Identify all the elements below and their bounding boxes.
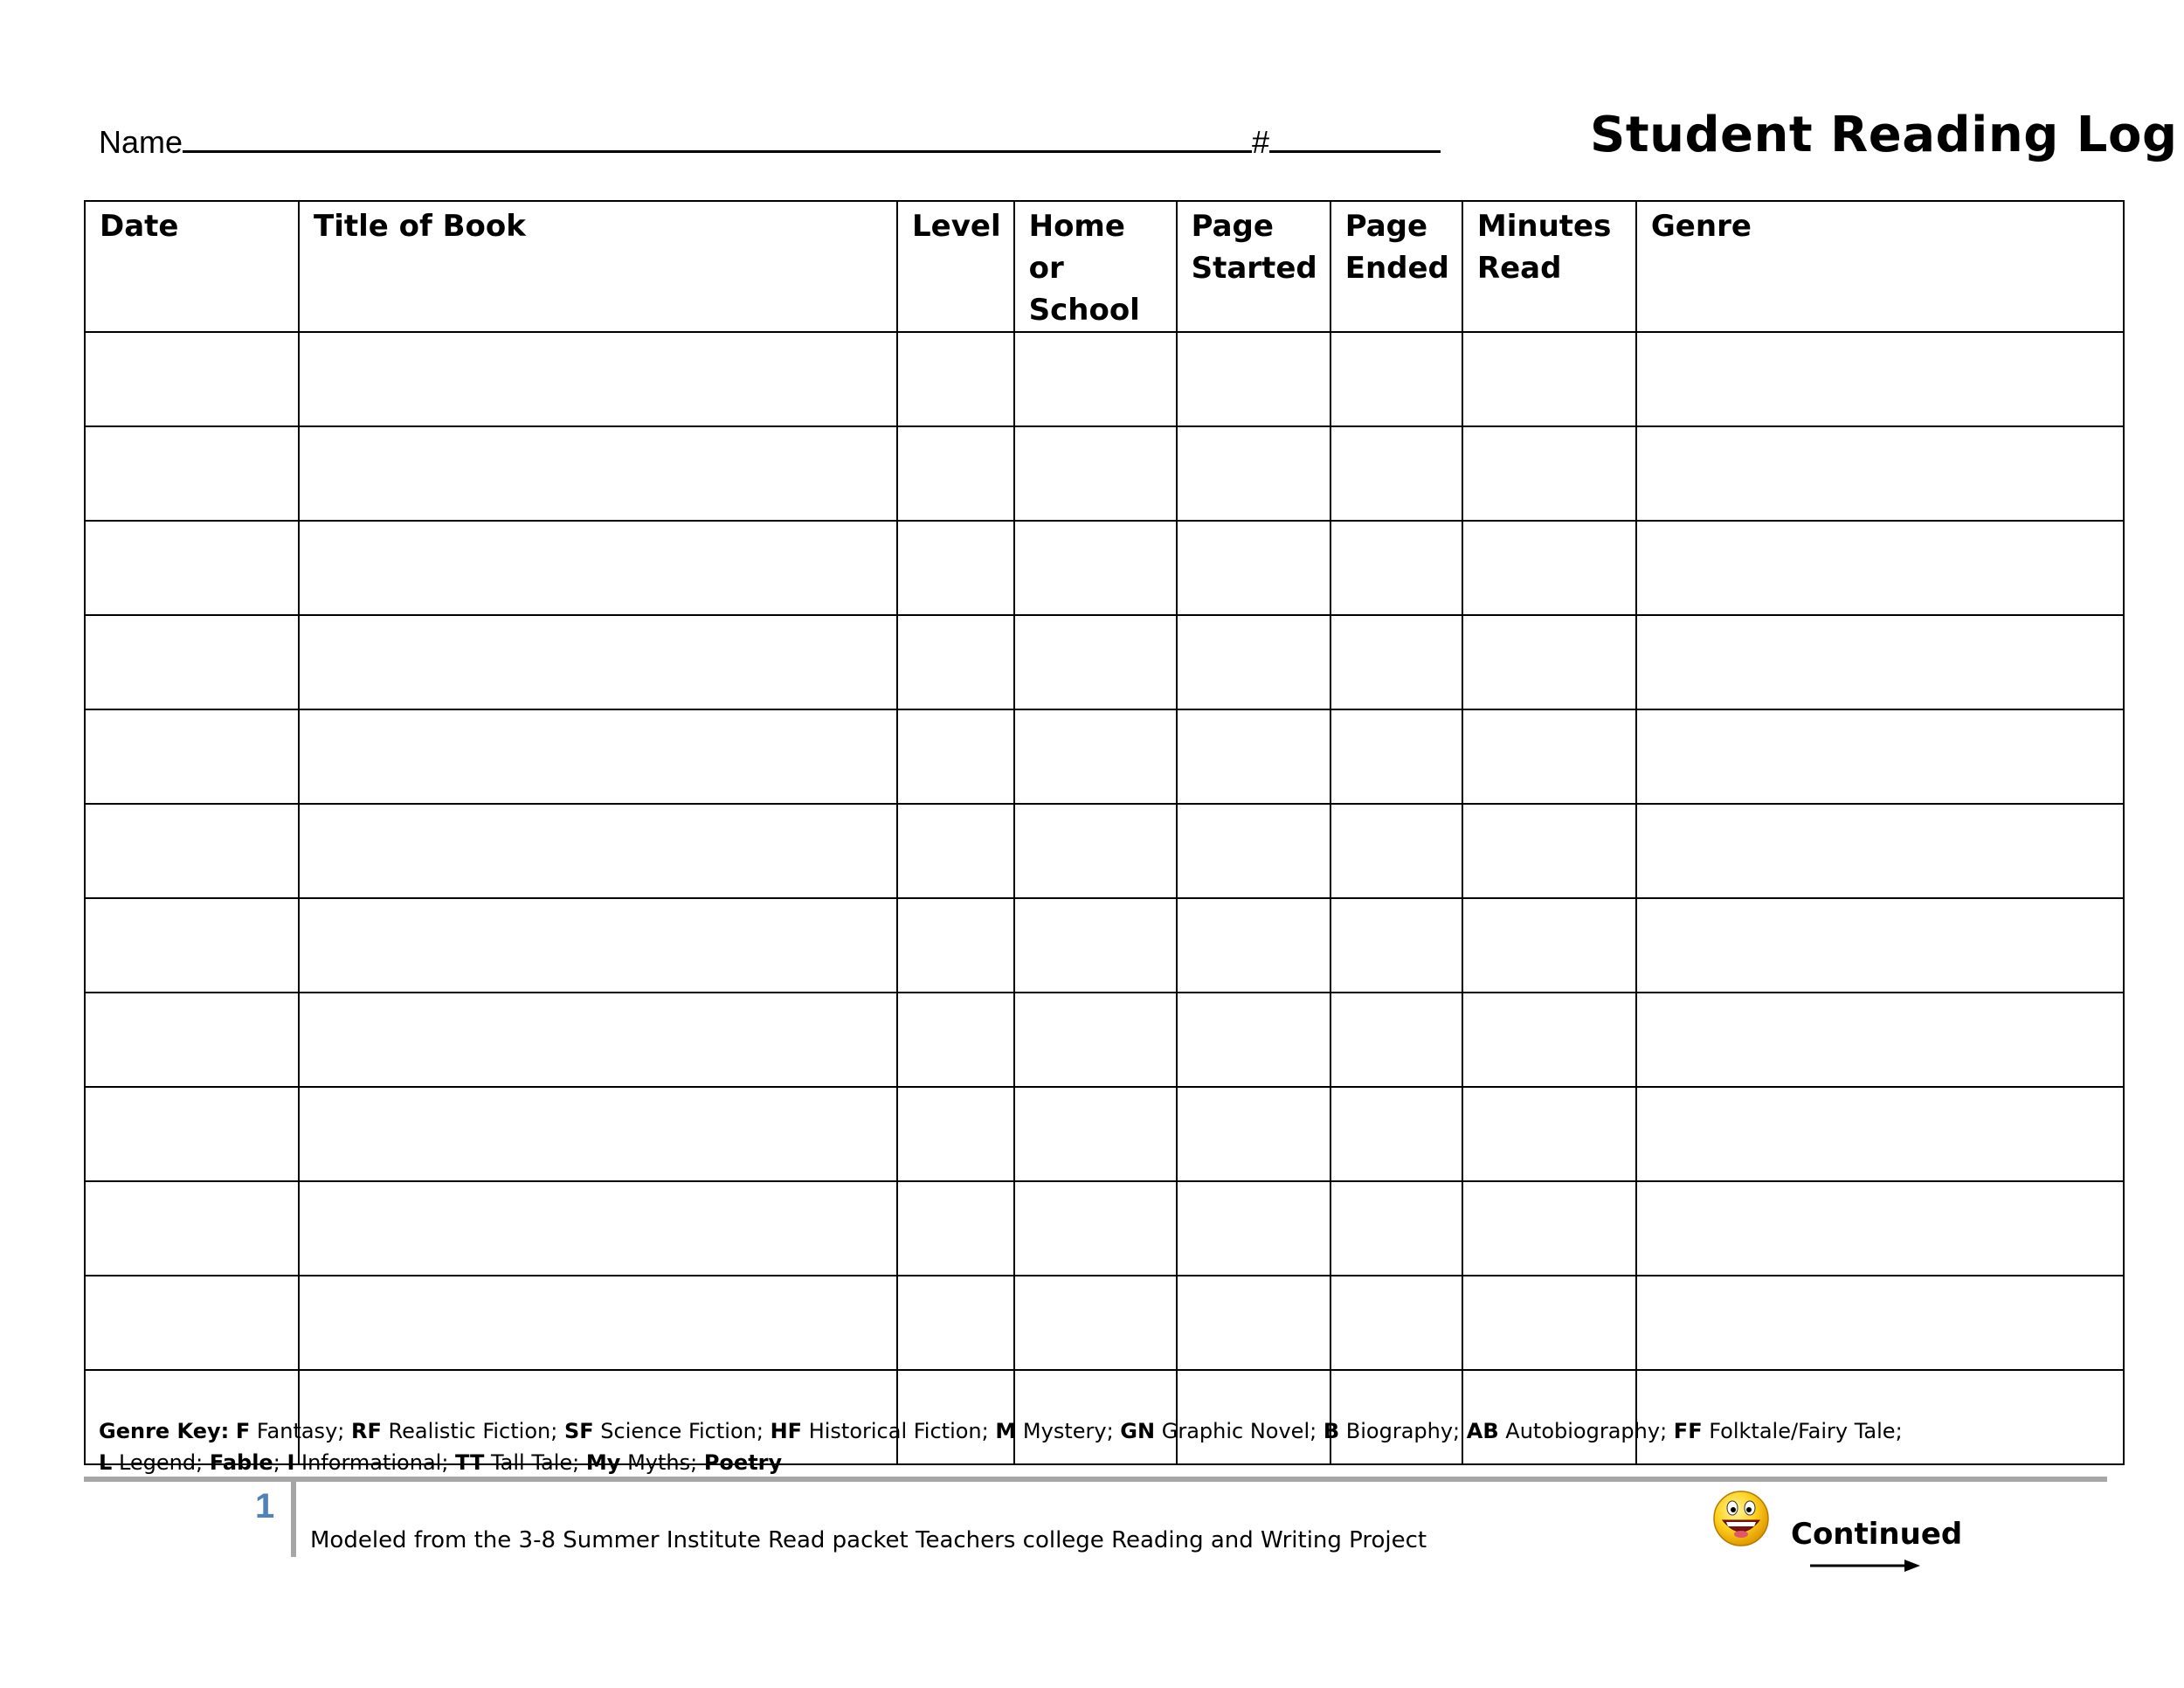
table-row <box>85 898 2124 993</box>
cell-title[interactable] <box>299 521 897 615</box>
cell-page-started[interactable] <box>1177 426 1330 521</box>
cell-title[interactable] <box>299 615 897 709</box>
cell-page-ended[interactable] <box>1330 332 1462 426</box>
cell-title[interactable] <box>299 1276 897 1370</box>
cell-page-started[interactable] <box>1177 804 1330 898</box>
cell-page-ended[interactable] <box>1330 709 1462 804</box>
name-line <box>99 124 1441 161</box>
cell-genre[interactable] <box>1636 521 2124 615</box>
number-label: # <box>1252 124 1270 160</box>
cell-level[interactable] <box>897 521 1014 615</box>
cell-page-ended[interactable] <box>1330 1087 1462 1181</box>
table-row <box>85 1087 2124 1181</box>
table-row <box>85 1181 2124 1276</box>
genre-key-label: Genre Key: <box>99 1419 230 1443</box>
table-header-row <box>85 201 2124 332</box>
cell-home-or-school[interactable] <box>1014 1276 1177 1370</box>
cell-title[interactable] <box>299 1181 897 1276</box>
cell-minutes-read[interactable] <box>1462 1276 1636 1370</box>
cell-page-started[interactable] <box>1177 993 1330 1087</box>
cell-page-started[interactable] <box>1177 1276 1330 1370</box>
cell-genre[interactable] <box>1636 804 2124 898</box>
page-title: Student Reading Log <box>1590 107 2178 163</box>
footer-source-text: Modeled from the 3-8 Summer Institute Read packet Teachers college Reading and Writing Project <box>310 1527 1427 1553</box>
cell-page-ended[interactable] <box>1330 1181 1462 1276</box>
cell-genre[interactable] <box>1636 332 2124 426</box>
cell-minutes-read[interactable] <box>1462 1181 1636 1276</box>
cell-level[interactable] <box>897 1087 1014 1181</box>
cell-minutes-read[interactable] <box>1462 804 1636 898</box>
column-header-title: Title of Book <box>299 201 897 332</box>
cell-title[interactable] <box>299 332 897 426</box>
cell-date[interactable] <box>85 521 299 615</box>
footer-vertical-divider <box>291 1482 296 1557</box>
cell-level[interactable] <box>897 615 1014 709</box>
column-header-genre: Genre <box>1636 201 2124 332</box>
cell-genre[interactable] <box>1636 898 2124 993</box>
cell-home-or-school[interactable] <box>1014 1181 1177 1276</box>
cell-date[interactable] <box>85 709 299 804</box>
cell-page-ended[interactable] <box>1330 426 1462 521</box>
cell-home-or-school[interactable] <box>1014 804 1177 898</box>
cell-minutes-read[interactable] <box>1462 898 1636 993</box>
cell-page-started[interactable] <box>1177 1181 1330 1276</box>
cell-genre[interactable] <box>1636 615 2124 709</box>
cell-minutes-read[interactable] <box>1462 1087 1636 1181</box>
cell-home-or-school[interactable] <box>1014 332 1177 426</box>
cell-date[interactable] <box>85 426 299 521</box>
cell-minutes-read[interactable] <box>1462 709 1636 804</box>
table-row <box>85 804 2124 898</box>
page-number: 1 <box>255 1487 275 1525</box>
cell-page-ended[interactable] <box>1330 993 1462 1087</box>
genre-key-line-2: L Legend; Fable; I Informational; TT Tall Tale; My Myths; Poetry <box>99 1450 783 1475</box>
column-header-date: Date <box>85 201 299 332</box>
table-row <box>85 332 2124 426</box>
number-field[interactable] <box>1269 124 1441 153</box>
cell-date[interactable] <box>85 1276 299 1370</box>
cell-minutes-read[interactable] <box>1462 332 1636 426</box>
continued-label: Continued <box>1791 1517 1963 1552</box>
cell-date[interactable] <box>85 1181 299 1276</box>
cell-level[interactable] <box>897 1276 1014 1370</box>
cell-home-or-school[interactable] <box>1014 426 1177 521</box>
genre-key-line-1: Genre Key: F Fantasy; RF Realistic Fiction; SF Science Fiction; HF Historical Fiction; M Mystery; GN Graphic Novel; B Biography; AB Autobiography; FF Folktale/Fairy Tale; <box>99 1419 1903 1443</box>
cell-page-ended[interactable] <box>1330 521 1462 615</box>
cell-date[interactable] <box>85 332 299 426</box>
column-header-page-ended: Page Ended <box>1330 201 1462 332</box>
cell-title[interactable] <box>299 804 897 898</box>
table-row <box>85 615 2124 709</box>
column-header-page-started: Page Started <box>1177 201 1330 332</box>
cell-home-or-school[interactable] <box>1014 521 1177 615</box>
reading-log-table <box>84 200 2125 1465</box>
cell-title[interactable] <box>299 993 897 1087</box>
name-field[interactable] <box>183 124 1252 153</box>
cell-genre[interactable] <box>1636 1087 2124 1181</box>
cell-level[interactable] <box>897 709 1014 804</box>
cell-level[interactable] <box>897 993 1014 1087</box>
cell-page-started[interactable] <box>1177 332 1330 426</box>
table-row <box>85 1276 2124 1370</box>
cell-date[interactable] <box>85 993 299 1087</box>
column-header-level: Level <box>897 201 1014 332</box>
cell-page-ended[interactable] <box>1330 615 1462 709</box>
table-row <box>85 521 2124 615</box>
cell-date[interactable] <box>85 804 299 898</box>
cell-level[interactable] <box>897 804 1014 898</box>
arrow-right-icon <box>1808 1557 1922 1574</box>
cell-level[interactable] <box>897 898 1014 993</box>
cell-home-or-school[interactable] <box>1014 993 1177 1087</box>
cell-home-or-school[interactable] <box>1014 898 1177 993</box>
genre-key <box>99 1415 2108 1478</box>
cell-genre[interactable] <box>1636 993 2124 1087</box>
cell-minutes-read[interactable] <box>1462 993 1636 1087</box>
table-row <box>85 426 2124 521</box>
cell-date[interactable] <box>85 615 299 709</box>
cell-page-started[interactable] <box>1177 521 1330 615</box>
cell-page-ended[interactable] <box>1330 898 1462 993</box>
laughing-smiley-icon <box>1711 1487 1772 1548</box>
cell-home-or-school[interactable] <box>1014 1087 1177 1181</box>
cell-home-or-school[interactable] <box>1014 615 1177 709</box>
cell-genre[interactable] <box>1636 1276 2124 1370</box>
cell-page-started[interactable] <box>1177 1087 1330 1181</box>
cell-title[interactable] <box>299 709 897 804</box>
cell-genre[interactable] <box>1636 426 2124 521</box>
cell-page-ended[interactable] <box>1330 1276 1462 1370</box>
cell-genre[interactable] <box>1636 1181 2124 1276</box>
cell-home-or-school[interactable] <box>1014 709 1177 804</box>
cell-title[interactable] <box>299 1087 897 1181</box>
cell-minutes-read[interactable] <box>1462 615 1636 709</box>
cell-title[interactable] <box>299 898 897 993</box>
cell-minutes-read[interactable] <box>1462 521 1636 615</box>
table-row <box>85 709 2124 804</box>
cell-level[interactable] <box>897 1181 1014 1276</box>
cell-date[interactable] <box>85 898 299 993</box>
name-label: Name <box>99 124 183 160</box>
cell-page-started[interactable] <box>1177 615 1330 709</box>
cell-level[interactable] <box>897 332 1014 426</box>
column-header-home-or-school: Home or School <box>1014 201 1177 332</box>
cell-page-started[interactable] <box>1177 898 1330 993</box>
cell-date[interactable] <box>85 1087 299 1181</box>
cell-page-ended[interactable] <box>1330 804 1462 898</box>
table-body <box>85 332 2124 1464</box>
column-header-minutes-read: Minutes Read <box>1462 201 1636 332</box>
table-row <box>85 993 2124 1087</box>
cell-page-started[interactable] <box>1177 709 1330 804</box>
cell-level[interactable] <box>897 426 1014 521</box>
cell-title[interactable] <box>299 426 897 521</box>
cell-genre[interactable] <box>1636 709 2124 804</box>
footer-divider <box>84 1477 2107 1482</box>
cell-minutes-read[interactable] <box>1462 426 1636 521</box>
